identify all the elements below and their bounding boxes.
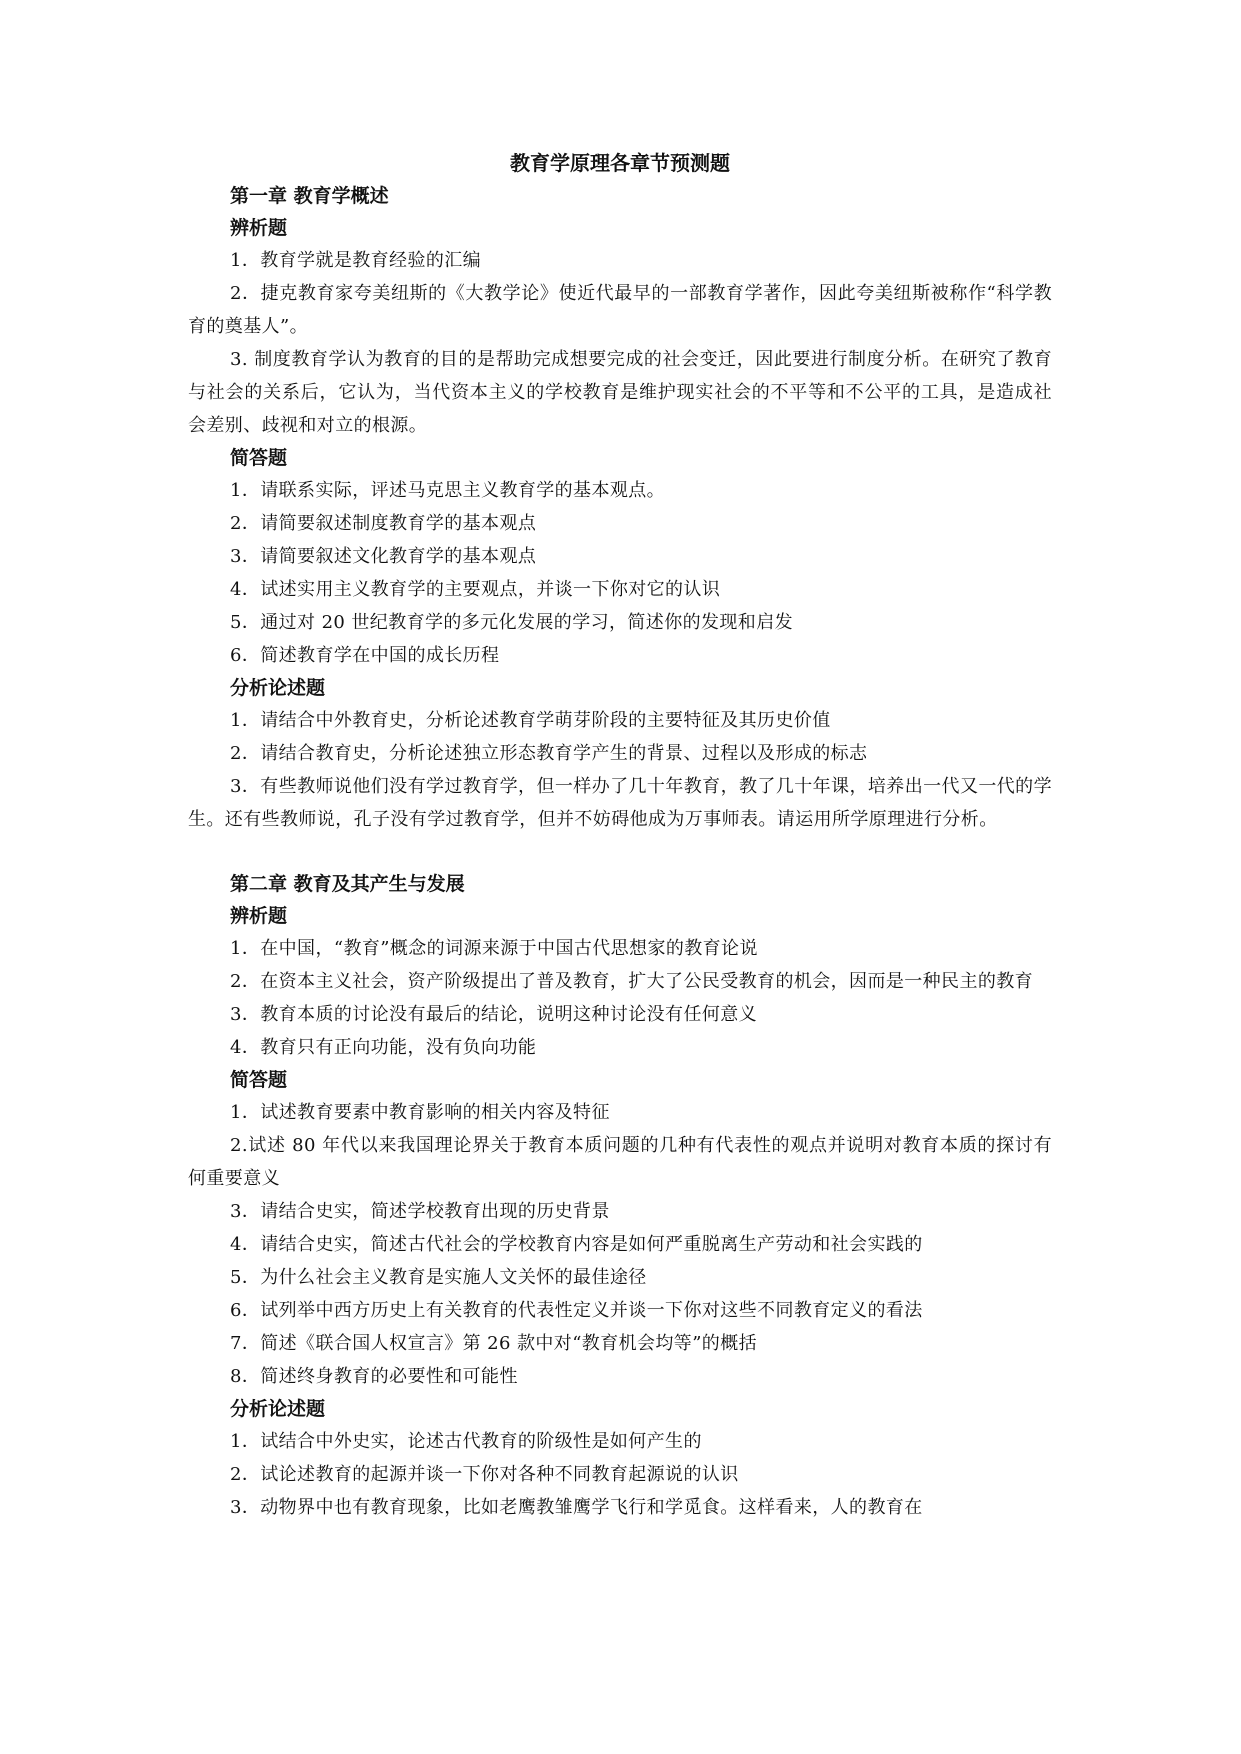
section-heading: 分析论述题 — [230, 677, 326, 699]
question-item: 6．试列举中西方历史上有关教育的代表性定义并谈一下你对这些不同教育定义的看法 — [230, 1300, 923, 1321]
document-content — [188, 146, 1052, 1524]
question-item: 8．简述终身教育的必要性和可能性 — [230, 1366, 518, 1387]
question-item: 4．教育只有正向功能，没有负向功能 — [230, 1037, 537, 1058]
question-item: 1．教育学就是教育经验的汇编 — [230, 250, 482, 271]
question-item: 2．请结合教育史，分析论述独立形态教育学产生的背景、过程以及形成的标志 — [230, 743, 868, 764]
question-item: 5．为什么社会主义教育是实施人文关怀的最佳途径 — [230, 1267, 647, 1288]
question-item: 1．试述教育要素中教育影响的相关内容及特征 — [230, 1102, 610, 1123]
question-item: 2．捷克教育家夸美纽斯的《大教学论》使近代最早的一部教育学著作，因此夸美纽斯被称作“科学教育的奠基人”。 — [188, 283, 1052, 337]
question-item: 3．有些教师说他们没有学过教育学，但一样办了几十年教育，教了几十年课，培养出一代又一代的学生。还有些教师说，孔子没有学过教育学，但并不妨碍他成为万事师表。请运用所学原理进行分析。 — [188, 776, 1052, 830]
question-item: 2．试论述教育的起源并谈一下你对各种不同教育起源说的认识 — [230, 1464, 739, 1485]
question-item: 3．请结合史实，简述学校教育出现的历史背景 — [230, 1201, 610, 1222]
section-bianxi — [188, 900, 1052, 1064]
question-item: 1．请联系实际，评述马克思主义教育学的基本观点。 — [230, 480, 666, 501]
section-jianda — [188, 442, 1052, 672]
chapter-title: 第一章 教育学概述 — [230, 185, 389, 207]
question-item: 7．简述《联合国人权宣言》第 26 款中对“教育机会均等”的概括 — [230, 1333, 758, 1354]
question-item: 6．简述教育学在中国的成长历程 — [230, 645, 500, 666]
chapter-title: 第二章 教育及其产生与发展 — [230, 873, 465, 895]
question-item: 2.试述 80 年代以来我国理论界关于教育本质问题的几种有代表性的观点并说明对教育本质的探讨有何重要意义 — [188, 1135, 1052, 1189]
section-heading: 简答题 — [230, 447, 288, 469]
chapter-2 — [188, 868, 1052, 1524]
section-fenxi — [188, 1393, 1052, 1524]
question-item: 3．请简要叙述文化教育学的基本观点 — [230, 546, 537, 567]
section-heading: 简答题 — [230, 1069, 288, 1091]
section-fenxi — [188, 672, 1052, 836]
chapter-1 — [188, 180, 1052, 836]
section-heading: 辨析题 — [230, 217, 288, 239]
question-item: 3. 制度教育学认为教育的目的是帮助完成想要完成的社会变迁，因此要进行制度分析。在研究了教育与社会的关系后，它认为，当代资本主义的学校教育是维护现实社会的不平等和不公平的工具，是造成社会差别、歧视和对立的根源。 — [188, 349, 1052, 436]
section-heading: 分析论述题 — [230, 1398, 326, 1420]
question-item: 4．试述实用主义教育学的主要观点，并谈一下你对它的认识 — [230, 579, 721, 600]
document-title: 教育学原理各章节预测题 — [510, 151, 730, 175]
question-item: 3．教育本质的讨论没有最后的结论，说明这种讨论没有任何意义 — [230, 1004, 758, 1025]
question-item: 1．试结合中外史实，论述古代教育的阶级性是如何产生的 — [230, 1431, 702, 1452]
section-jianda — [188, 1064, 1052, 1393]
question-item: 2．在资本主义社会，资产阶级提出了普及教育，扩大了公民受教育的机会，因而是一种民主的教育 — [230, 971, 1034, 992]
section-heading: 辨析题 — [230, 905, 288, 927]
question-item: 3．动物界中也有教育现象，比如老鹰教雏鹰学飞行和学觅食。这样看来，人的教育在 — [230, 1497, 923, 1518]
question-item: 2．请简要叙述制度教育学的基本观点 — [230, 513, 537, 534]
question-item: 1．请结合中外教育史，分析论述教育学萌芽阶段的主要特征及其历史价值 — [230, 710, 831, 731]
question-item: 5．通过对 20 世纪教育学的多元化发展的学习，简述你的发现和启发 — [230, 612, 793, 633]
question-item: 4．请结合史实，简述古代社会的学校教育内容是如何严重脱离生产劳动和社会实践的 — [230, 1234, 923, 1255]
question-item: 1．在中国，“教育”概念的词源来源于中国古代思想家的教育论说 — [230, 938, 758, 959]
section-bianxi — [188, 212, 1052, 442]
